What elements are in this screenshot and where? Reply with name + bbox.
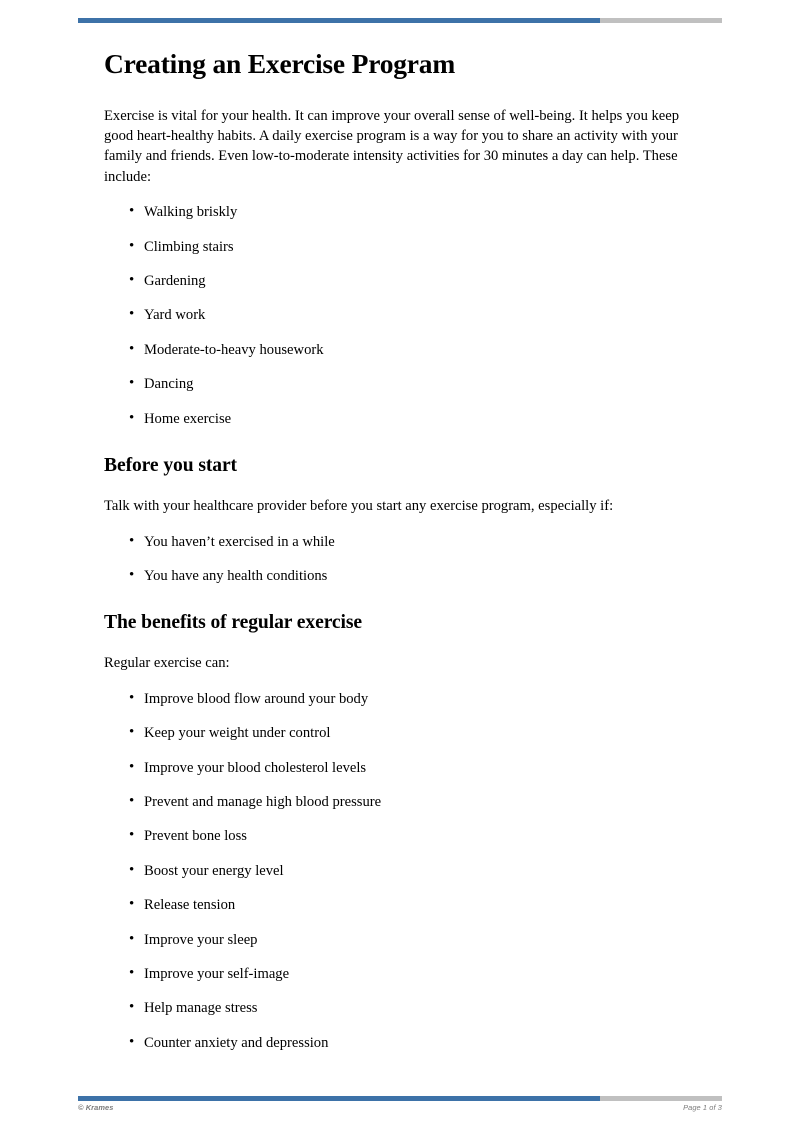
list-item: • Gardening <box>104 272 704 290</box>
list-item: • Home exercise <box>104 410 704 428</box>
footer-copyright: © Krames <box>78 1103 114 1112</box>
section-paragraph-benefits: Regular exercise can: <box>104 655 230 672</box>
list-item: • Help manage stress <box>104 999 704 1017</box>
list-item: • Climbing stairs <box>104 238 704 256</box>
section-heading-benefits: The benefits of regular exercise <box>104 611 362 633</box>
footer-rule <box>78 1096 722 1101</box>
section-heading-before-you-start: Before you start <box>104 454 237 476</box>
list-item: • Prevent bone loss <box>104 827 704 845</box>
activities-list <box>104 203 704 427</box>
list-item: • Improve your sleep <box>104 931 704 949</box>
list-item: • Release tension <box>104 896 704 914</box>
list-item: • Yard work <box>104 306 704 324</box>
list-item: • Boost your energy level <box>104 862 704 880</box>
footer-rule-gray-segment <box>600 1096 722 1101</box>
list-item: • You have any health conditions <box>104 567 704 585</box>
list-item: • Counter anxiety and depression <box>104 1034 704 1052</box>
list-item: • Moderate-to-heavy housework <box>104 341 704 359</box>
intro-paragraph: Exercise is vital for your health. It can improve your overall sense of well-being. It helps you keep good heart-healthy habits. A daily exercise program is a way for you to share an activity with your family and friends. Even low-to-moderate intensity activities for 30 minutes a day can help. These include: <box>104 107 680 185</box>
footer-rule-blue-segment <box>78 1096 600 1101</box>
page-footer <box>78 1103 722 1112</box>
list-item: • Dancing <box>104 375 704 393</box>
list-item: • Walking briskly <box>104 203 704 221</box>
header-rule <box>78 18 722 23</box>
document-content <box>104 48 704 1068</box>
list-item: • Improve your self-image <box>104 965 704 983</box>
list-item: • Keep your weight under control <box>104 724 704 742</box>
list-item: • Improve blood flow around your body <box>104 690 704 708</box>
header-rule-gray-segment <box>600 18 722 23</box>
benefits-list <box>104 690 704 1052</box>
header-rule-blue-segment <box>78 18 600 23</box>
section-paragraph-before-you-start: Talk with your healthcare provider before you start any exercise program, especially if: <box>104 498 614 515</box>
footer-page-number: Page 1 of 3 <box>683 1103 722 1112</box>
list-item: • Prevent and manage high blood pressure <box>104 793 704 811</box>
precautions-list <box>104 533 704 585</box>
list-item: • Improve your blood cholesterol levels <box>104 759 704 777</box>
list-item: • You haven’t exercised in a while <box>104 533 704 551</box>
page-title: Creating an Exercise Program <box>104 48 456 79</box>
